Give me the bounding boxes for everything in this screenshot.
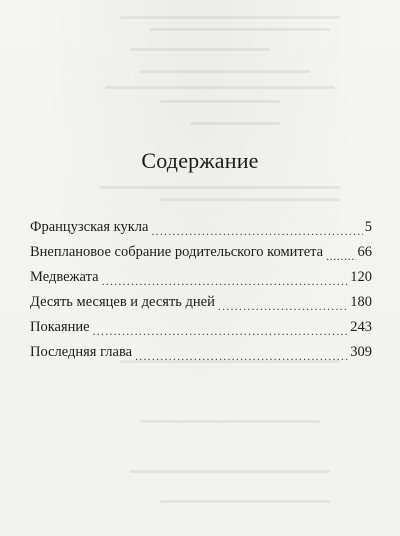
- toc-page-number: 309: [350, 344, 372, 360]
- bleed-through-mark: [160, 500, 330, 503]
- toc-entry[interactable]: [30, 344, 372, 369]
- toc-entry[interactable]: [30, 269, 372, 294]
- toc-page-number: 66: [357, 244, 372, 260]
- bleed-through-mark: [120, 16, 340, 19]
- toc-page-number: 120: [350, 269, 372, 285]
- toc-entry[interactable]: [30, 319, 372, 344]
- toc-dot-leader: [218, 300, 348, 319]
- toc-dot-leader: [326, 250, 355, 269]
- bleed-through-mark: [190, 122, 280, 125]
- toc-page-number: 243: [350, 319, 372, 335]
- toc-entry-title: Медвежата: [30, 269, 99, 285]
- bleed-through-mark: [160, 100, 280, 103]
- toc-dot-leader: [135, 350, 348, 369]
- bleed-through-mark: [130, 470, 330, 473]
- bleed-through-mark: [140, 70, 310, 73]
- toc-entry-title: Последняя глава: [30, 344, 133, 360]
- bleed-through-mark: [105, 86, 335, 89]
- toc-entry-title: Внеплановое собрание родительского комитета: [30, 244, 324, 260]
- toc-dot-leader: [93, 325, 349, 344]
- toc-entry-title: Покаяние: [30, 319, 90, 335]
- toc-entry[interactable]: [30, 219, 372, 244]
- toc-entry-title: Десять месяцев и десять дней: [30, 294, 215, 310]
- toc-entry-title: Французская кукла: [30, 219, 149, 235]
- toc-entry[interactable]: [30, 294, 372, 319]
- bleed-through-mark: [160, 198, 340, 201]
- toc-entry[interactable]: [30, 244, 372, 269]
- table-of-contents: [30, 219, 372, 369]
- bleed-through-mark: [130, 48, 270, 51]
- toc-dot-leader: [151, 225, 362, 244]
- toc-dot-leader: [102, 275, 349, 294]
- toc-page-number: 180: [350, 294, 372, 310]
- page-title: Содержание: [141, 148, 259, 173]
- bleed-through-mark: [150, 28, 330, 31]
- bleed-through-mark: [140, 420, 320, 423]
- toc-page-number: 5: [364, 219, 372, 235]
- bleed-through-mark: [100, 186, 340, 189]
